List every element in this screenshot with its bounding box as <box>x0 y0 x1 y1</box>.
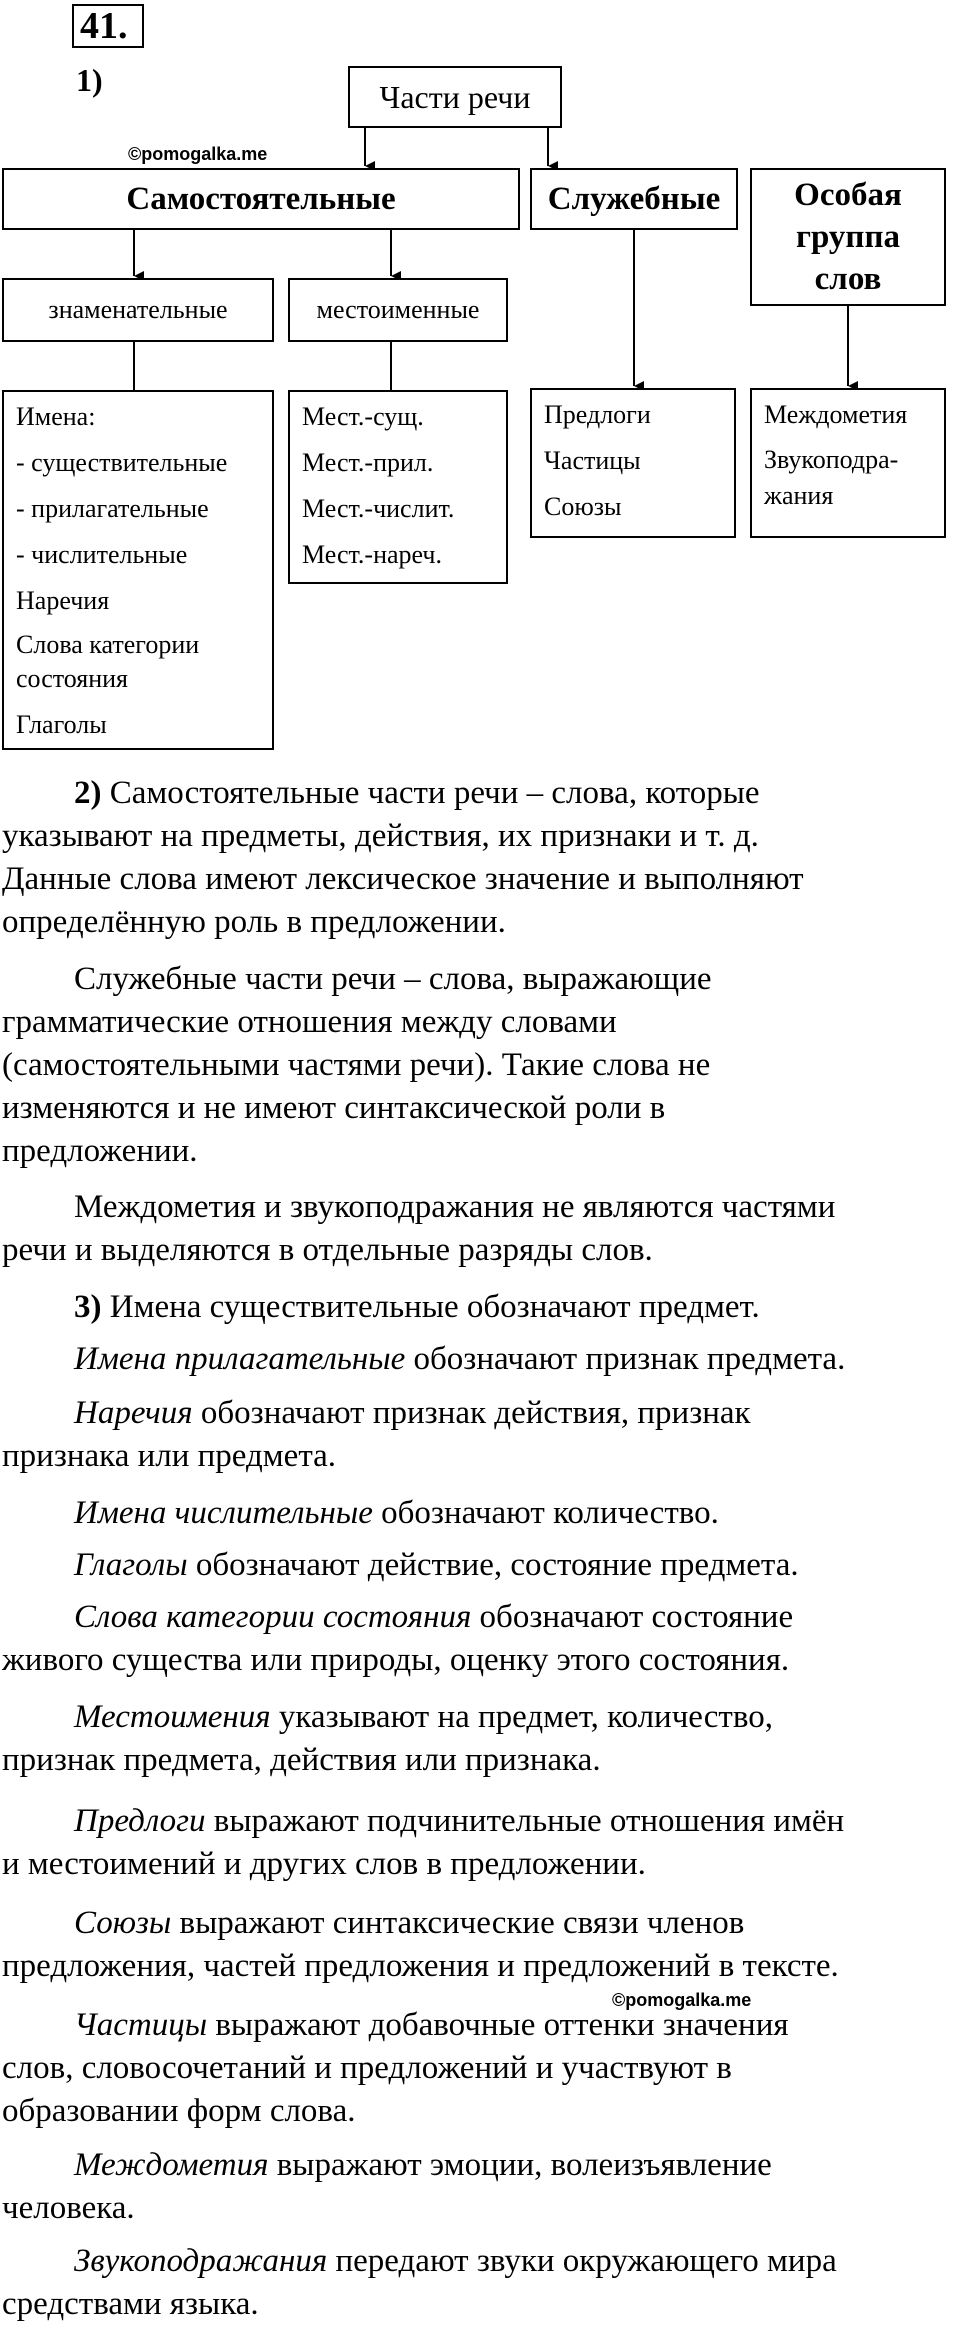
service-list <box>544 392 651 530</box>
service-box <box>530 168 738 230</box>
independent-box <box>2 168 520 230</box>
text-line: указывают на предмет, количество, <box>270 1699 773 1735</box>
definition-verbs <box>2 1544 960 1587</box>
list-item: состояния <box>16 664 128 693</box>
list-item: жания <box>764 481 834 510</box>
list-item: Слова категории <box>16 630 200 659</box>
def-term: Частицы <box>74 2007 208 2043</box>
text-line: определённую роль в предложении. <box>2 904 506 940</box>
paragraph-3 <box>2 1286 960 1329</box>
text-line: обозначают количество. <box>372 1495 719 1531</box>
list-item: - существительные <box>16 448 228 477</box>
text-line: обозначают действие, состояние предмета. <box>187 1547 799 1583</box>
text-line: Самостоятельные части речи – слова, которые <box>109 775 760 811</box>
text-line: изменяются и не имеют синтаксической роли в <box>2 1090 666 1126</box>
list-item: Частицы <box>544 446 641 475</box>
text-line: обозначают состояние <box>471 1599 794 1635</box>
service-title: Служебные <box>547 181 721 217</box>
definition-state-words <box>2 1596 960 1682</box>
text-line: признак предмета, действия или признака. <box>2 1742 601 1778</box>
text-line: человека. <box>2 2190 135 2226</box>
def-term: Союзы <box>74 1905 172 1941</box>
root-box <box>348 66 562 128</box>
text-line: обозначают признак действия, признак <box>192 1395 751 1431</box>
text-line: Служебные части речи – слова, выражающие <box>74 961 712 997</box>
text-line: выражают синтаксические связи членов <box>171 1905 745 1941</box>
text-line: живого существа или природы, оценку этого состояния. <box>2 1642 790 1678</box>
text-line: и местоимений и других слов в предложении. <box>2 1846 646 1882</box>
part3-label: 3) <box>74 1289 102 1325</box>
definition-adjectives <box>2 1338 960 1381</box>
paragraph-2 <box>2 772 960 944</box>
special-title-line-2: группа <box>796 219 900 255</box>
special-list <box>764 392 907 514</box>
list-item: Междометия <box>764 400 908 429</box>
independent-title: Самостоятельные <box>126 181 396 217</box>
list-item: - числительные <box>16 540 188 569</box>
list-item: Имена: <box>16 402 96 431</box>
text-line: средствами языка. <box>2 2286 259 2322</box>
def-term: Глаголы <box>74 1547 188 1583</box>
text-line: слов, словосочетаний и предложений и участвуют в <box>2 2050 732 2086</box>
list-item: Мест.-сущ. <box>302 402 424 431</box>
notional-box <box>2 278 274 342</box>
list-item: - прилагательные <box>16 494 209 523</box>
text-line: речи и выделяются в отдельные разряды слов. <box>2 1232 653 1268</box>
definition-onomatopoeia <box>2 2240 960 2326</box>
def-term: Имена числительные <box>74 1495 373 1531</box>
list-item: Предлоги <box>544 400 651 429</box>
list-item: Глаголы <box>16 710 107 739</box>
notional-label: знаменательные <box>48 295 228 324</box>
special-title-line-3: слов <box>814 261 882 297</box>
text-line: Данные слова имеют лексическое значение и выполняют <box>2 861 804 897</box>
pronominal-box <box>288 278 508 342</box>
text-line: предложении. <box>2 1133 198 1169</box>
text-line: передают звуки окружающего мира <box>327 2243 837 2279</box>
task-number-dot: . <box>118 5 128 47</box>
watermark-top: ©pomogalka.me <box>128 144 268 164</box>
def-term: Наречия <box>74 1395 193 1431</box>
text-line: выражают эмоции, волеизъявление <box>268 2147 772 2183</box>
pronominal-list <box>302 394 454 578</box>
text-line: предложения, частей предложения и предложений в тексте. <box>2 1948 839 1984</box>
paragraph-service <box>2 958 960 1173</box>
definition-prepositions <box>2 1800 960 1886</box>
text-line: образовании форм слова. <box>2 2093 356 2129</box>
def-term: Предлоги <box>74 1803 206 1839</box>
list-item: Союзы <box>544 492 622 521</box>
definition-pronouns <box>2 1696 960 1782</box>
task-number-value: 41 <box>80 5 118 47</box>
special-title-line-1: Особая <box>794 177 902 213</box>
text-line: Междометия и звукоподражания не являются частями <box>74 1189 836 1225</box>
def-term: Звукоподражания <box>74 2243 328 2279</box>
list-item: Мест.-нареч. <box>302 540 442 569</box>
list-item: Мест.-числит. <box>302 494 455 523</box>
text-line: Имена существительные обозначают предмет. <box>109 1289 760 1325</box>
text-line: обозначают признак предмета. <box>405 1341 846 1377</box>
text-line: выражают добавочные оттенки значения <box>207 2007 789 2043</box>
list-item: Мест.-прил. <box>302 448 434 477</box>
def-term: Местоимения <box>74 1699 271 1735</box>
list-item: Звукоподра- <box>764 445 899 474</box>
text-line: грамматические отношения между словами <box>2 1004 617 1040</box>
watermark-bottom: ©pomogalka.me <box>612 1990 752 2010</box>
def-term: Междометия <box>74 2147 269 2183</box>
text-line: признака или предмета. <box>2 1438 337 1474</box>
pronominal-label: местоименные <box>316 295 480 324</box>
text-line: указывают на предметы, действия, их признаки и т. д. <box>2 818 759 854</box>
notional-list <box>16 394 227 748</box>
definition-interjections <box>2 2144 960 2230</box>
text-line: выражают подчинительные отношения имён <box>205 1803 845 1839</box>
definition-adverbs <box>2 1392 960 1478</box>
definition-particles <box>2 2004 960 2133</box>
root-label: Части речи <box>379 78 531 115</box>
text-line: (самостоятельными частями речи). Такие слова не <box>2 1047 711 1083</box>
def-term: Имена прилагательные <box>74 1341 406 1377</box>
definition-numerals <box>2 1492 960 1535</box>
list-item: Наречия <box>16 586 110 615</box>
def-term: Слова категории состояния <box>74 1599 472 1635</box>
special-box <box>750 168 946 306</box>
part1-label: 1) <box>76 62 103 98</box>
paragraph-interjections <box>2 1186 960 1272</box>
definition-conjunctions <box>2 1902 960 1988</box>
part2-label: 2) <box>74 775 102 811</box>
